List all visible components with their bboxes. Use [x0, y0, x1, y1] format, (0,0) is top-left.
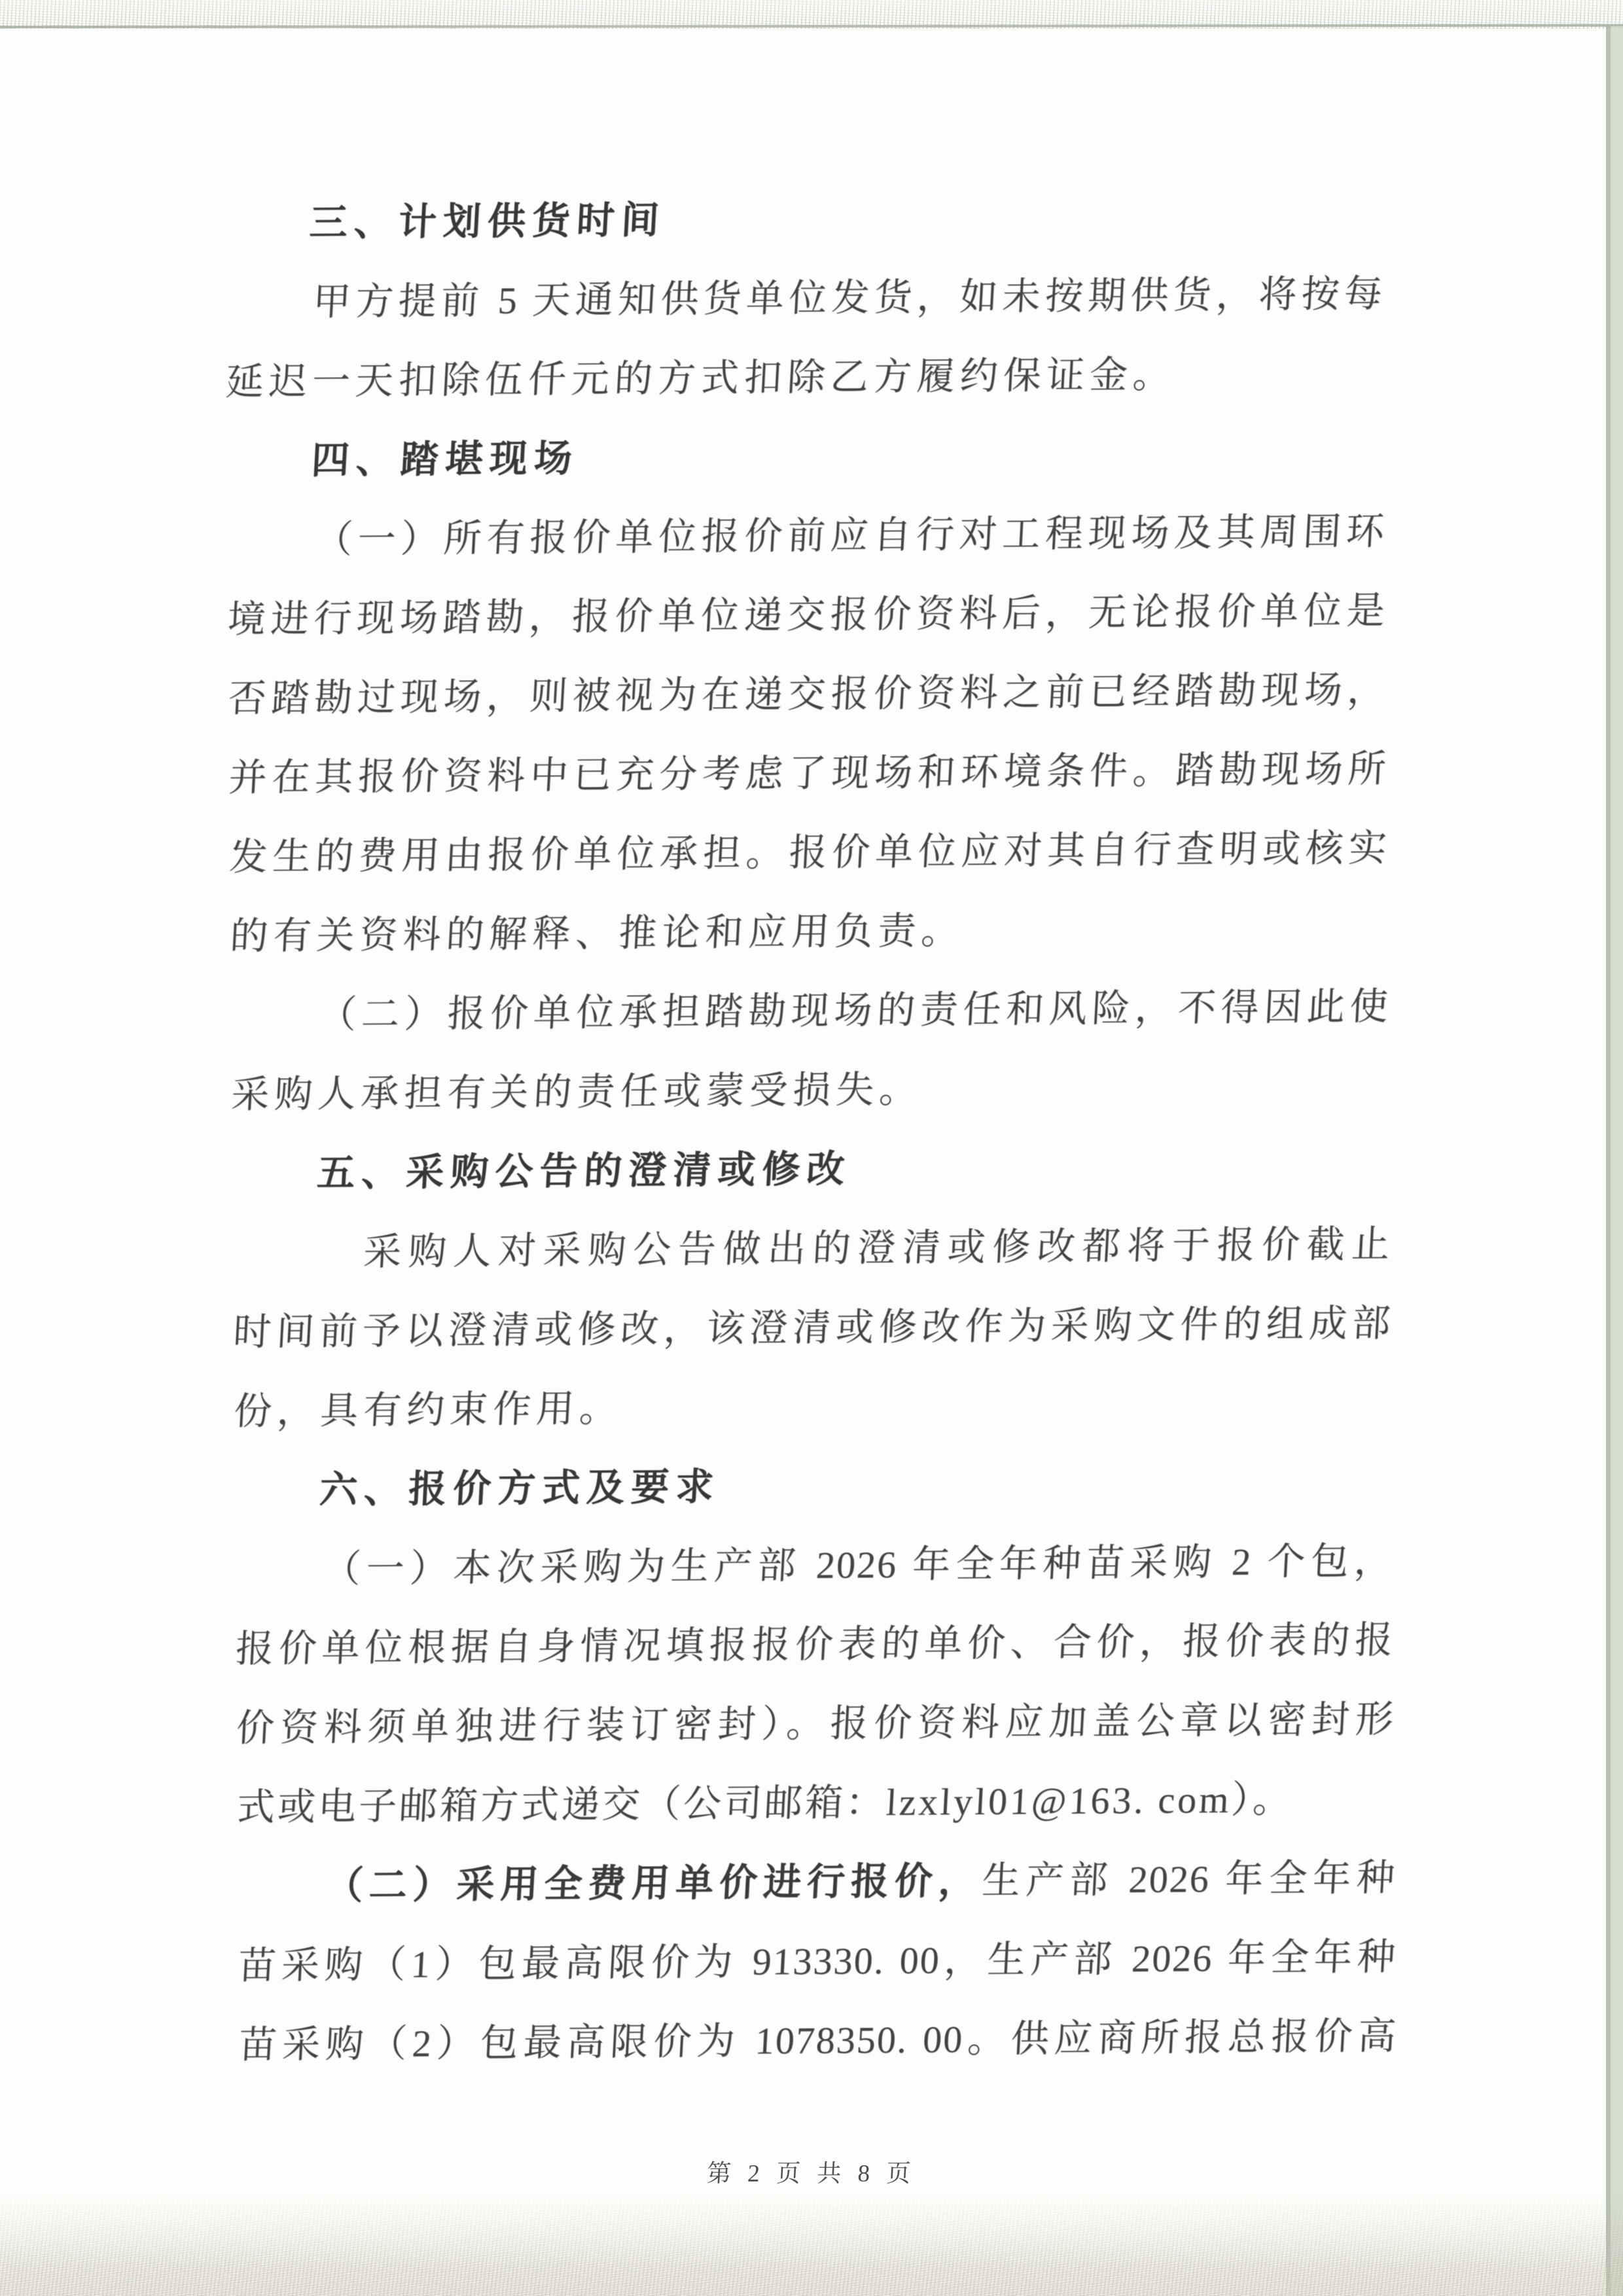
body-line: 发生的费用由报价单位承担。报价单位应对其自行查明或核实	[228, 827, 1389, 878]
section-heading-6: 六、报价方式及要求	[318, 1465, 722, 1511]
email-line-prefix: 式或电子邮箱方式递交（公司邮箱：	[236, 1781, 887, 1829]
body-line-tail: 生产部 2026 年全年种	[980, 1856, 1397, 1902]
section-heading-4: 四、踏堪现场	[310, 437, 580, 482]
body-line: 价资料须单独进行装订密封）。报价资料应加盖公章以密封形	[235, 1698, 1396, 1749]
body-line: 否踏勘过现场，则被视为在递交报价资料之前已经踏勘现场，	[227, 668, 1388, 720]
scan-edge-band-right	[1606, 26, 1623, 2296]
document-body	[224, 175, 1398, 2085]
body-line: 苗采购（2）包最高限价为 1078350. 00。供应商所报总报价高	[238, 2014, 1399, 2066]
body-line: 份，具有约束作用。	[232, 1387, 624, 1433]
body-line: （一）所有报价单位报价前应自行对工程现场及其周围环	[313, 510, 1387, 561]
body-line: 的有关资料的解释、推论和应用负责。	[228, 909, 966, 958]
body-line: 采购人承担有关的责任或蒙受损失。	[230, 1067, 924, 1116]
page-footer: 第 2 页 共 8 页	[706, 2161, 917, 2187]
body-line: 报价单位根据自身情况填报报价表的单价、合价，报价表的报	[234, 1619, 1395, 1670]
body-line	[236, 1838, 1398, 1926]
company-email: lzxlyl01@163. com	[885, 1778, 1233, 1824]
section-heading-5: 五、采购公告的澄清或修改	[315, 1147, 853, 1194]
body-line: 并在其报价资料中已充分考虑了现场和环境条件。踏勘现场所	[228, 747, 1389, 799]
body-line: 苗采购（1）包最高限价为 913330. 00，生产部 2026 年全年种	[237, 1935, 1398, 1987]
body-line: 延迟一天扣除伍仟元的方式扣除乙方履约保证金。	[224, 353, 1177, 404]
bold-lead-in: （二）采用全费用单价进行报价，	[324, 1859, 984, 1907]
body-line: 境进行现场踏勘，报价单位递交报价资料后，无论报价单位是	[226, 589, 1387, 641]
body-line: 采购人对采购公告做出的澄清或修改都将于报价截止	[362, 1223, 1393, 1274]
email-line-suffix: ）。	[1230, 1778, 1295, 1821]
body-line: 甲方提前 5 天通知供货单位发货，如未按期供货，将按每	[312, 272, 1385, 323]
body-line: （二）报价单位承担踏勘现场的责任和风险，不得因此使	[317, 985, 1391, 1036]
body-line: 时间前予以澄清或修改，该澄清或修改作为采购文件的组成部	[232, 1302, 1393, 1354]
scan-noise-bottom	[0, 2191, 1623, 2296]
section-heading-3: 三、计划供货时间	[308, 198, 667, 244]
body-line: （一）本次采购为生产部 2026 年全年种苗采购 2 个包，	[321, 1539, 1395, 1590]
body-line	[235, 1759, 1397, 1847]
